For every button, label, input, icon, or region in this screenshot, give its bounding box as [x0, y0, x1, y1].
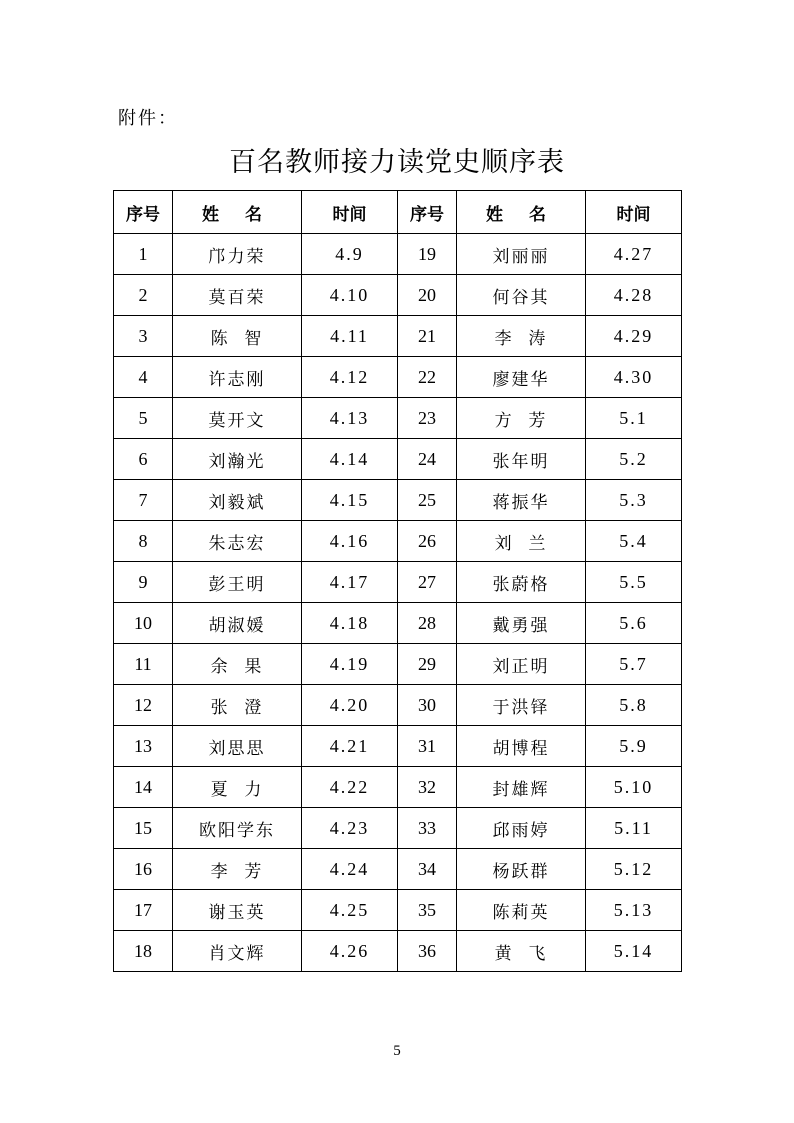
cell-serial-right: 26 [398, 521, 457, 562]
header-date-left: 时间 [302, 191, 398, 234]
table-row [114, 234, 682, 275]
cell-name-left: 谢玉英 [173, 890, 302, 931]
cell-serial-right: 27 [398, 562, 457, 603]
cell-date-right: 5.3 [586, 480, 682, 521]
cell-date-right: 4.29 [586, 316, 682, 357]
cell-serial-left: 2 [114, 275, 173, 316]
cell-serial-right: 24 [398, 439, 457, 480]
cell-serial-left: 16 [114, 849, 173, 890]
cell-serial-right: 19 [398, 234, 457, 275]
table-row [114, 398, 682, 439]
cell-name-left: 莫百荣 [173, 275, 302, 316]
header-date-right: 时间 [586, 191, 682, 234]
cell-name-right: 廖建华 [457, 357, 586, 398]
cell-name-left: 夏 力 [173, 767, 302, 808]
cell-name-left: 刘思思 [173, 726, 302, 767]
table-row [114, 275, 682, 316]
cell-date-left: 4.14 [302, 439, 398, 480]
cell-date-left: 4.19 [302, 644, 398, 685]
table-row [114, 849, 682, 890]
cell-serial-right: 34 [398, 849, 457, 890]
header-serial-right: 序号 [398, 191, 457, 234]
cell-name-left: 彭王明 [173, 562, 302, 603]
table-row [114, 726, 682, 767]
cell-name-left: 余 果 [173, 644, 302, 685]
cell-serial-right: 25 [398, 480, 457, 521]
cell-date-left: 4.9 [302, 234, 398, 275]
attachment-label: 附件： [118, 108, 178, 129]
table-row [114, 808, 682, 849]
cell-date-left: 4.11 [302, 316, 398, 357]
cell-serial-right: 33 [398, 808, 457, 849]
cell-name-right: 李 涛 [457, 316, 586, 357]
cell-date-left: 4.23 [302, 808, 398, 849]
cell-name-right: 邱雨婷 [457, 808, 586, 849]
cell-serial-left: 10 [114, 603, 173, 644]
cell-date-right: 5.2 [586, 439, 682, 480]
cell-date-right: 5.1 [586, 398, 682, 439]
cell-name-left: 胡淑媛 [173, 603, 302, 644]
cell-serial-right: 36 [398, 931, 457, 972]
table-row [114, 357, 682, 398]
cell-serial-left: 3 [114, 316, 173, 357]
cell-name-left: 李 芳 [173, 849, 302, 890]
cell-date-left: 4.26 [302, 931, 398, 972]
cell-name-left: 欧阳学东 [173, 808, 302, 849]
cell-name-right: 刘正明 [457, 644, 586, 685]
cell-name-right: 胡博程 [457, 726, 586, 767]
table-row [114, 931, 682, 972]
table-body [114, 234, 682, 972]
cell-serial-left: 12 [114, 685, 173, 726]
cell-name-right: 何谷其 [457, 275, 586, 316]
cell-date-left: 4.13 [302, 398, 398, 439]
cell-date-right: 5.11 [586, 808, 682, 849]
cell-serial-left: 9 [114, 562, 173, 603]
cell-name-right: 蒋振华 [457, 480, 586, 521]
cell-date-right: 5.7 [586, 644, 682, 685]
cell-name-left: 莫开文 [173, 398, 302, 439]
document-title: 百名教师接力读党史顺序表 [229, 147, 565, 178]
cell-name-right: 陈莉英 [457, 890, 586, 931]
cell-serial-right: 29 [398, 644, 457, 685]
cell-date-left: 4.20 [302, 685, 398, 726]
cell-name-left: 刘毅斌 [173, 480, 302, 521]
table-row [114, 562, 682, 603]
cell-serial-right: 35 [398, 890, 457, 931]
table-row [114, 521, 682, 562]
cell-date-right: 5.4 [586, 521, 682, 562]
cell-name-left: 刘瀚光 [173, 439, 302, 480]
cell-date-left: 4.16 [302, 521, 398, 562]
table-row [114, 603, 682, 644]
cell-serial-left: 14 [114, 767, 173, 808]
cell-name-left: 邝力荣 [173, 234, 302, 275]
cell-date-right: 5.12 [586, 849, 682, 890]
cell-date-left: 4.10 [302, 275, 398, 316]
cell-date-right: 5.13 [586, 890, 682, 931]
cell-name-left: 肖文辉 [173, 931, 302, 972]
cell-name-right: 张年明 [457, 439, 586, 480]
table-row [114, 644, 682, 685]
table-row [114, 685, 682, 726]
table-row [114, 439, 682, 480]
cell-name-right: 刘 兰 [457, 521, 586, 562]
cell-date-right: 5.9 [586, 726, 682, 767]
cell-date-right: 5.14 [586, 931, 682, 972]
cell-serial-left: 11 [114, 644, 173, 685]
cell-date-left: 4.15 [302, 480, 398, 521]
cell-serial-left: 5 [114, 398, 173, 439]
cell-serial-left: 6 [114, 439, 173, 480]
cell-date-right: 4.28 [586, 275, 682, 316]
page-number: 5 [393, 1043, 401, 1059]
cell-name-right: 黄 飞 [457, 931, 586, 972]
cell-date-left: 4.22 [302, 767, 398, 808]
cell-date-right: 5.8 [586, 685, 682, 726]
header-name-left: 姓 名 [173, 191, 302, 234]
cell-serial-left: 8 [114, 521, 173, 562]
cell-serial-right: 31 [398, 726, 457, 767]
cell-name-right: 杨跃群 [457, 849, 586, 890]
header-name-right: 姓 名 [457, 191, 586, 234]
cell-name-left: 朱志宏 [173, 521, 302, 562]
table-row [114, 767, 682, 808]
cell-serial-right: 23 [398, 398, 457, 439]
cell-serial-left: 13 [114, 726, 173, 767]
table-row [114, 480, 682, 521]
cell-name-right: 方 芳 [457, 398, 586, 439]
cell-name-right: 刘丽丽 [457, 234, 586, 275]
cell-serial-left: 7 [114, 480, 173, 521]
cell-serial-left: 1 [114, 234, 173, 275]
cell-serial-left: 4 [114, 357, 173, 398]
cell-serial-right: 21 [398, 316, 457, 357]
table-row [114, 890, 682, 931]
header-serial-left: 序号 [114, 191, 173, 234]
cell-serial-right: 32 [398, 767, 457, 808]
cell-date-left: 4.12 [302, 357, 398, 398]
cell-date-right: 5.10 [586, 767, 682, 808]
cell-serial-left: 17 [114, 890, 173, 931]
cell-name-right: 张蔚格 [457, 562, 586, 603]
cell-name-right: 戴勇强 [457, 603, 586, 644]
cell-name-right: 封雄辉 [457, 767, 586, 808]
cell-serial-right: 20 [398, 275, 457, 316]
cell-name-left: 张 澄 [173, 685, 302, 726]
cell-serial-right: 30 [398, 685, 457, 726]
cell-date-left: 4.25 [302, 890, 398, 931]
cell-name-left: 陈 智 [173, 316, 302, 357]
cell-name-right: 于洪铎 [457, 685, 586, 726]
cell-serial-right: 28 [398, 603, 457, 644]
cell-name-left: 许志刚 [173, 357, 302, 398]
table-row [114, 316, 682, 357]
table-header-row [114, 191, 682, 234]
cell-date-right: 4.30 [586, 357, 682, 398]
cell-date-left: 4.18 [302, 603, 398, 644]
cell-serial-right: 22 [398, 357, 457, 398]
reading-order-table [113, 190, 682, 972]
cell-date-right: 5.6 [586, 603, 682, 644]
cell-serial-left: 15 [114, 808, 173, 849]
cell-date-left: 4.24 [302, 849, 398, 890]
cell-date-right: 4.27 [586, 234, 682, 275]
cell-date-right: 5.5 [586, 562, 682, 603]
cell-date-left: 4.17 [302, 562, 398, 603]
cell-serial-left: 18 [114, 931, 173, 972]
cell-date-left: 4.21 [302, 726, 398, 767]
